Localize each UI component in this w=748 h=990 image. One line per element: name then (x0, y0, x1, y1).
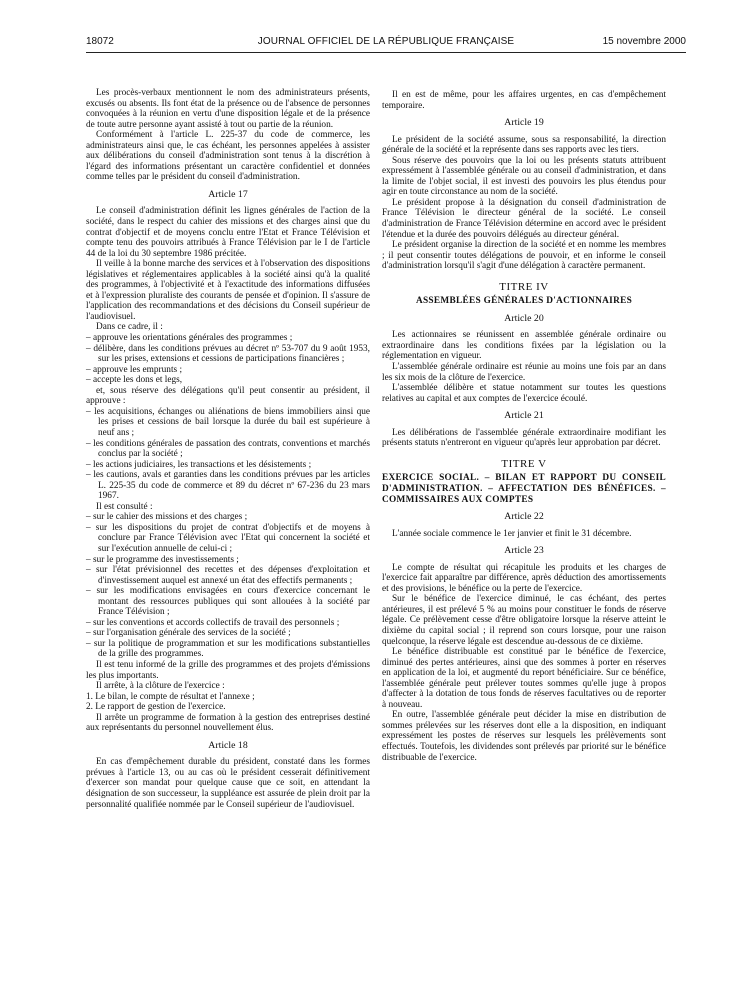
article-heading: Article 17 (208, 188, 248, 200)
title-heading: TITRE IV (499, 280, 549, 293)
paragraph: En cas d'empêchement durable du président, constaté dans les formes prévues à l'article 13, ou au cas où le président cesserait définitivement d'exercer son mandat pour quelque cause que ce soit, en attendant la désignation de son successeur, la suppléance est assurée de plein droit par la personnalité qualifiée nommée par le Conseil supérieur de l'audiovisuel. (86, 757, 370, 810)
list-item: – approuve les orientations générales des programmes ; (86, 333, 370, 344)
paragraph: Le compte de résultat qui récapitule les produits et les charges de l'exercice fait apparaître par différence, après déduction des amortissements et des provisions, le bénéfice ou la perte de l'exercice. (382, 562, 666, 594)
dash-list (86, 407, 370, 502)
paragraph: Sous réserve des pouvoirs que la loi ou les présents statuts attribuent expressément à l'assemblée générale ou au conseil d'administration, et dans la limite de l'objet social, il est investi des pouvoirs les plus étendus pour agir en toute circonstance au nom de la société. (382, 155, 666, 198)
list-item: – sur les conventions et accords collectifs de travail des personnels ; (86, 618, 370, 629)
page-header (86, 36, 686, 52)
list-item: – accepte les dons et legs, (86, 375, 370, 386)
paragraph: Dans ce cadre, il : (96, 322, 163, 333)
paragraph: Il arrête un programme de formation à la gestion des entreprises destiné aux représentants du personnel nouvellement élus. (86, 712, 370, 734)
paragraph: Le bénéfice distribuable est constitué par le bénéfice de l'exercice, diminué des pertes antérieures, ainsi que des sommes à porter en réserves en application de la loi, et augmenté du report bénéficiaire. Sur ce bénéfice, l'assemblée générale peut prélever toutes sommes qu'elle juge à propos d'affecter à la dotation de tous fonds de réserves facultatives ou de reporter à nouveau. (382, 647, 666, 710)
paragraph: Les procès-verbaux mentionnent le nom des administrateurs présents, excusés ou absents. Ils font état de la présence ou de l'absence de personnes convoquées à la réunion en vertu d'une disposition légale et de la présence de toute autre personne ayant assisté à tout ou partie de la réunion. (86, 88, 370, 130)
right-column (382, 90, 666, 763)
paragraph: Il est tenu informé de la grille des programmes et des projets d'émissions les plus importants. (86, 659, 370, 681)
paragraph: Le conseil d'administration définit les lignes générales de l'action de la société, dans le respect du cahier des missions et des charges ainsi que du contrat d'objectif et de moyens conclu entre l'Etat et France Télévision et compte tenu des pouvoirs attribués à France Télévision par le I de l'article 44 de la loi du 30 septembre 1986 précitée. (86, 206, 370, 259)
article-heading: Article 21 (504, 410, 544, 422)
paragraph: Le président de la société assume, sous sa responsabilité, la direction générale de la société et la représente dans ses rapports avec les tiers. (382, 134, 666, 156)
list-item: – sur les dispositions du projet de contrat d'objectifs et de moyens à conclure par France Télévision avec l'Etat qui concernent la société et sur l'exécution annuelle de celui-ci ; (86, 523, 370, 555)
article-heading: Article 19 (504, 117, 544, 129)
list-item: – sur le programme des investissements ; (86, 555, 370, 566)
list-item: – sur l'organisation générale des services de la société ; (86, 628, 370, 639)
paragraph: Sur le bénéfice de l'exercice diminué, le cas échéant, des pertes antérieures, il est prélevé 5 % au moins pour constituer le fonds de réserve légale. Ce prélèvement cesse d'être obligatoire lorsque la réserve atteint le dixième du capital social ; il reprend son cours lorsque, pour une raison quelconque, la réserve légale est descendue au-dessous de ce dixième. (382, 594, 666, 647)
list-item: – sur les modifications envisagées en cours d'exercice concernant le montant des ressources publiques qui sont allouées à la société par France Télévision ; (86, 586, 370, 618)
left-column (86, 88, 370, 810)
paragraph: L'année sociale commence le 1er janvier et finit le 31 décembre. (392, 528, 632, 539)
journal-title: JOURNAL OFFICIEL DE LA RÉPUBLIQUE FRANÇAISE (257, 36, 515, 47)
list-item: – les cautions, avals et garanties dans les conditions prévues par les articles L. 225-35 du code de commerce et 89 du décret nº 67-236 du 23 mars 1967. (86, 470, 370, 502)
dash-list (86, 512, 370, 660)
paragraph: Les actionnaires se réunissent en assemblée générale ordinaire ou extraordinaire dans les conditions fixées par la législation ou la réglementation en vigueur. (382, 330, 666, 362)
article-heading: Article 22 (504, 511, 544, 523)
title-heading: TITRE V (501, 457, 547, 470)
list-item: 1. Le bilan, le compte de résultat et l'annexe ; (86, 691, 255, 702)
page-number: 18072 (86, 36, 114, 47)
list-item: – approuve les emprunts ; (86, 365, 370, 376)
paragraph: Le président propose à la désignation du conseil d'administration de France Télévision le directeur général de la société. Le conseil d'administration de France Télévision détermine en accord avec le président l'étendue et la durée des pouvoirs délégués au directeur général. (382, 197, 666, 240)
paragraph: L'assemblée délibère et statue notamment sur toutes les questions relatives au capital et aux comptes de l'exercice écoulé. (382, 383, 666, 404)
numbered-list (86, 692, 370, 713)
list-item: – sur la politique de programmation et sur les modifications substantielles de la grille des programmes. (86, 639, 370, 660)
paragraph: En outre, l'assemblée générale peut décider la mise en distribution de sommes prélevées sur les réserves dont elle a la disposition, en indiquant expressément les postes de réserves sur lesquels les prélèvements sont effectués. Toutefois, les dividendes sont prélevés par priorité sur le bénéfice distribuable de l'exercice. (382, 710, 666, 763)
list-item: – les acquisitions, échanges ou aliénations de biens immobiliers ainsi que les prises et cessions de bail lorsque la durée du bail est supérieure à neuf ans ; (86, 407, 370, 439)
issue-date: 15 novembre 2000 (602, 36, 686, 47)
paragraph: L'assemblée générale ordinaire est réunie au moins une fois par an dans les six mois de la clôture de l'exercice. (382, 362, 666, 383)
article-heading: Article 18 (208, 739, 248, 751)
list-item: 2. Le rapport de gestion de l'exercice. (86, 702, 226, 713)
paragraph: Il est consulté : (96, 501, 153, 512)
list-item: – les conditions générales de passation des contrats, conventions et marchés conclus par la société ; (86, 439, 370, 460)
paragraph: Conformément à l'article L. 225-37 du code de commerce, les administrateurs ainsi que, le cas échéant, les personnes appelées à assister aux délibérations du conseil d'administration sont tenus à la discrétion à l'égard des informations présentant un caractère confidentiel et données comme telles par le président du conseil d'administration. (86, 130, 370, 183)
title-subheading: EXERCICE SOCIAL. – BILAN ET RAPPORT DU CONSEIL D'ADMINISTRATION. – AFFECTATION DES BÉNÉFICES. – COMMISSAIRES AUX COMPTES (382, 473, 666, 505)
header-rule (86, 52, 686, 53)
paragraph: et, sous réserve des délégations qu'il peut consentir au président, il approuve : (86, 385, 370, 407)
paragraph: Les délibérations de l'assemblée générale extraordinaire modifiant les présents statuts n'entreront en vigueur qu'après leur approbation par décret. (382, 427, 666, 449)
dash-list (86, 333, 370, 386)
article-heading: Article 23 (504, 545, 544, 557)
paragraph: Il veille à la bonne marche des services et à l'observation des dispositions législatives et réglementaires applicables à la société ainsi qu'à la qualité des programmes, à l'objectivité et à l'exactitude des informations diffusées et à l'expression pluraliste des courants de pensée et d'opinion. Il s'assure de l'application des recommandations et des décisions du Conseil supérieur de l'audiovisuel. (86, 259, 370, 322)
list-item: – sur le cahier des missions et des charges ; (86, 512, 370, 523)
title-subheading: ASSEMBLÉES GÉNÉRALES D'ACTIONNAIRES (415, 296, 633, 307)
list-item: – délibère, dans les conditions prévues au décret nº 53-707 du 9 août 1953, sur les prises, extensions et cessions de participations financières ; (86, 344, 370, 365)
paragraph: Il arrête, à la clôture de l'exercice : (96, 681, 225, 692)
article-heading: Article 20 (504, 312, 544, 324)
list-item: – les actions judiciaires, les transactions et les désistements ; (86, 460, 370, 471)
paragraph: Il en est de même, pour les affaires urgentes, en cas d'empêchement temporaire. (382, 90, 666, 111)
paragraph: Le président organise la direction de la société et en nomme les membres ; il peut consentir toutes délégations de pouvoir, et en informe le conseil d'administration lorsqu'il s'agit d'une délégation à caractère permanent. (382, 240, 666, 272)
list-item: – sur l'état prévisionnel des recettes et des dépenses d'exploitation et d'investissement auquel est annexé un état des effectifs permanents ; (86, 565, 370, 586)
